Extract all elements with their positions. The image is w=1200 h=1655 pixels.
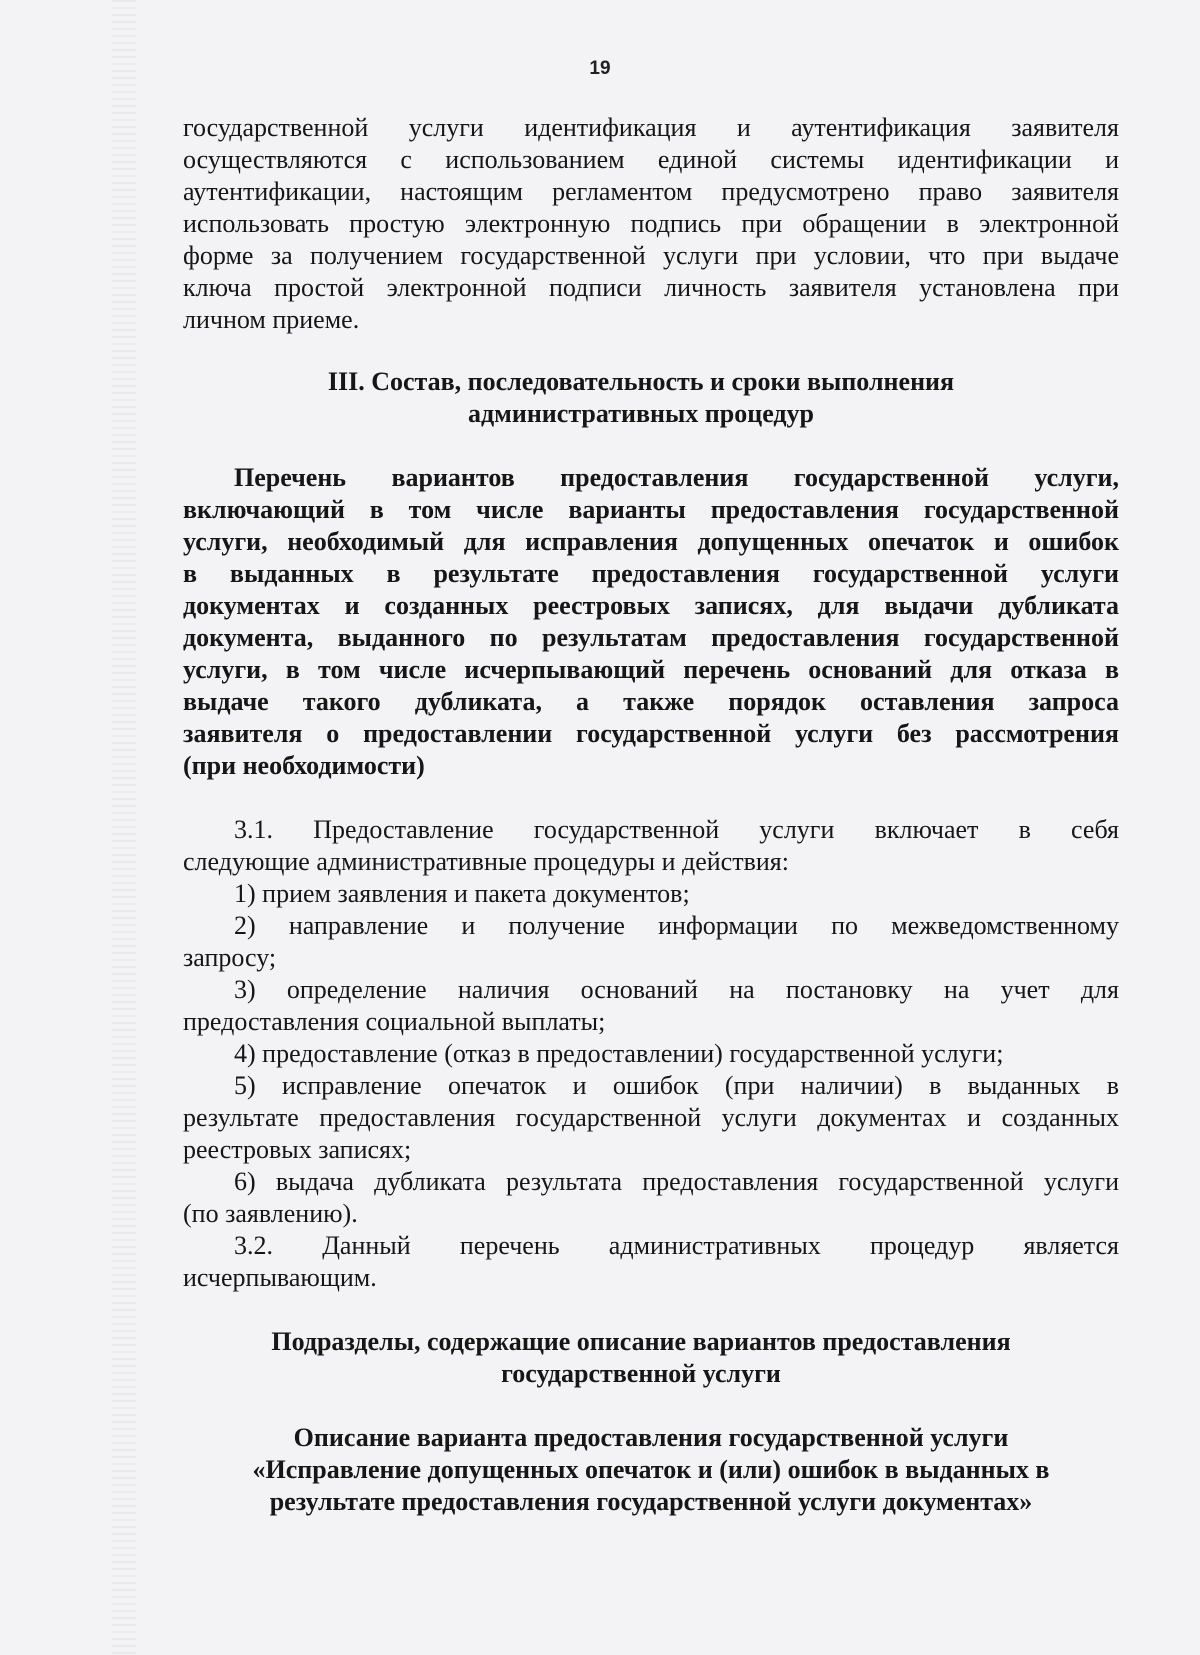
heading-line: заявителя о предоставлении государственной услуги без рассмотрения <box>183 719 1119 748</box>
list-item-2 <box>183 910 1119 974</box>
scan-edge-artifact <box>112 0 136 1655</box>
text-line: личном приеме. <box>183 305 360 334</box>
text-line: государственной услуги идентификация и аутентификация заявителя <box>183 113 1119 142</box>
text-line: запросу; <box>183 943 277 972</box>
text-line: форме за получением государственной услуги при условии, что при выдаче <box>183 241 1119 270</box>
heading-line: административных процедур <box>467 399 815 428</box>
text-line: 3) определение наличия оснований на постановку на учет для <box>234 975 1119 1004</box>
heading-line: (при необходимости) <box>183 751 425 780</box>
list-item-6 <box>183 1166 1119 1230</box>
heading-line: документа, выданного по результатам предоставления государственной <box>183 623 1119 652</box>
subsections-heading <box>163 1326 1119 1390</box>
paragraph-3-2 <box>183 1230 1119 1294</box>
heading-line: услуги, в том числе исчерпывающий перечень оснований для отказа в <box>183 655 1119 684</box>
list-item-1 <box>183 878 1119 910</box>
list-heading <box>183 462 1119 782</box>
section-heading <box>163 366 1119 430</box>
page-number: 19 <box>589 58 611 79</box>
text-line: результате предоставления государственной услуги документах и созданных <box>183 1103 1119 1132</box>
text-line: использовать простую электронную подпись при обращении в электронной <box>183 209 1119 238</box>
list-item-5 <box>183 1070 1119 1166</box>
text-line: аутентификации, настоящим регламентом предусмотрено право заявителя <box>183 177 1119 206</box>
text-line: 6) выдача дубликата результата предоставления государственной услуги <box>234 1167 1119 1196</box>
heading-line: услуги, необходимый для исправления допущенных опечаток и ошибок <box>183 527 1119 556</box>
heading-line: Описание варианта предоставления государственной услуги <box>293 1423 1009 1452</box>
text-line: 1) прием заявления и пакета документов; <box>234 879 690 908</box>
text-line: 2) направление и получение информации по межведомственному <box>234 911 1119 940</box>
heading-line: государственной услуги <box>501 1359 781 1388</box>
heading-line: Перечень вариантов предоставления государственной услуги, <box>234 463 1119 492</box>
continuation-paragraph <box>183 112 1119 336</box>
text-line: 4) предоставление (отказ в предоставлении) государственной услуги; <box>234 1039 1004 1068</box>
procedures-list <box>183 814 1119 1294</box>
heading-line: в выданных в результате предоставления государственной услуги <box>183 559 1119 588</box>
list-item-4 <box>183 1038 1119 1070</box>
heading-line: документах и созданных реестровых записях, для выдачи дубликата <box>183 591 1119 620</box>
list-item-3 <box>183 974 1119 1038</box>
text-line: 3.2. Данный перечень административных процедур является <box>234 1231 1119 1260</box>
text-line: (по заявлению). <box>183 1199 358 1228</box>
text-line: ключа простой электронной подписи личность заявителя установлена при <box>183 273 1119 302</box>
variant-heading <box>183 1422 1119 1518</box>
heading-line: выдаче такого дубликата, а также порядок оставления запроса <box>183 687 1119 716</box>
heading-line: включающий в том числе варианты предоставления государственной <box>183 495 1119 524</box>
text-line: осуществляются с использованием единой системы идентификации и <box>183 145 1119 174</box>
text-line: 3.1. Предоставление государственной услуги включает в себя <box>234 815 1119 844</box>
document-body <box>183 112 1119 1518</box>
paragraph-3-1 <box>183 814 1119 878</box>
text-line: исчерпывающим. <box>183 1263 377 1292</box>
heading-line: «Исправление допущенных опечаток и (или) ошибок в выданных в <box>252 1455 1050 1484</box>
text-line: предоставления социальной выплаты; <box>183 1007 606 1036</box>
text-line: 5) исправление опечаток и ошибок (при наличии) в выданных в <box>234 1071 1119 1100</box>
heading-line: результате предоставления государственной услуги документах» <box>269 1487 1033 1516</box>
text-line: следующие административные процедуры и действия: <box>183 847 789 876</box>
heading-line: Подразделы, содержащие описание вариантов предоставления <box>271 1327 1011 1356</box>
heading-line: III. Состав, последовательность и сроки выполнения <box>327 367 955 396</box>
text-line: реестровых записях; <box>183 1135 412 1164</box>
